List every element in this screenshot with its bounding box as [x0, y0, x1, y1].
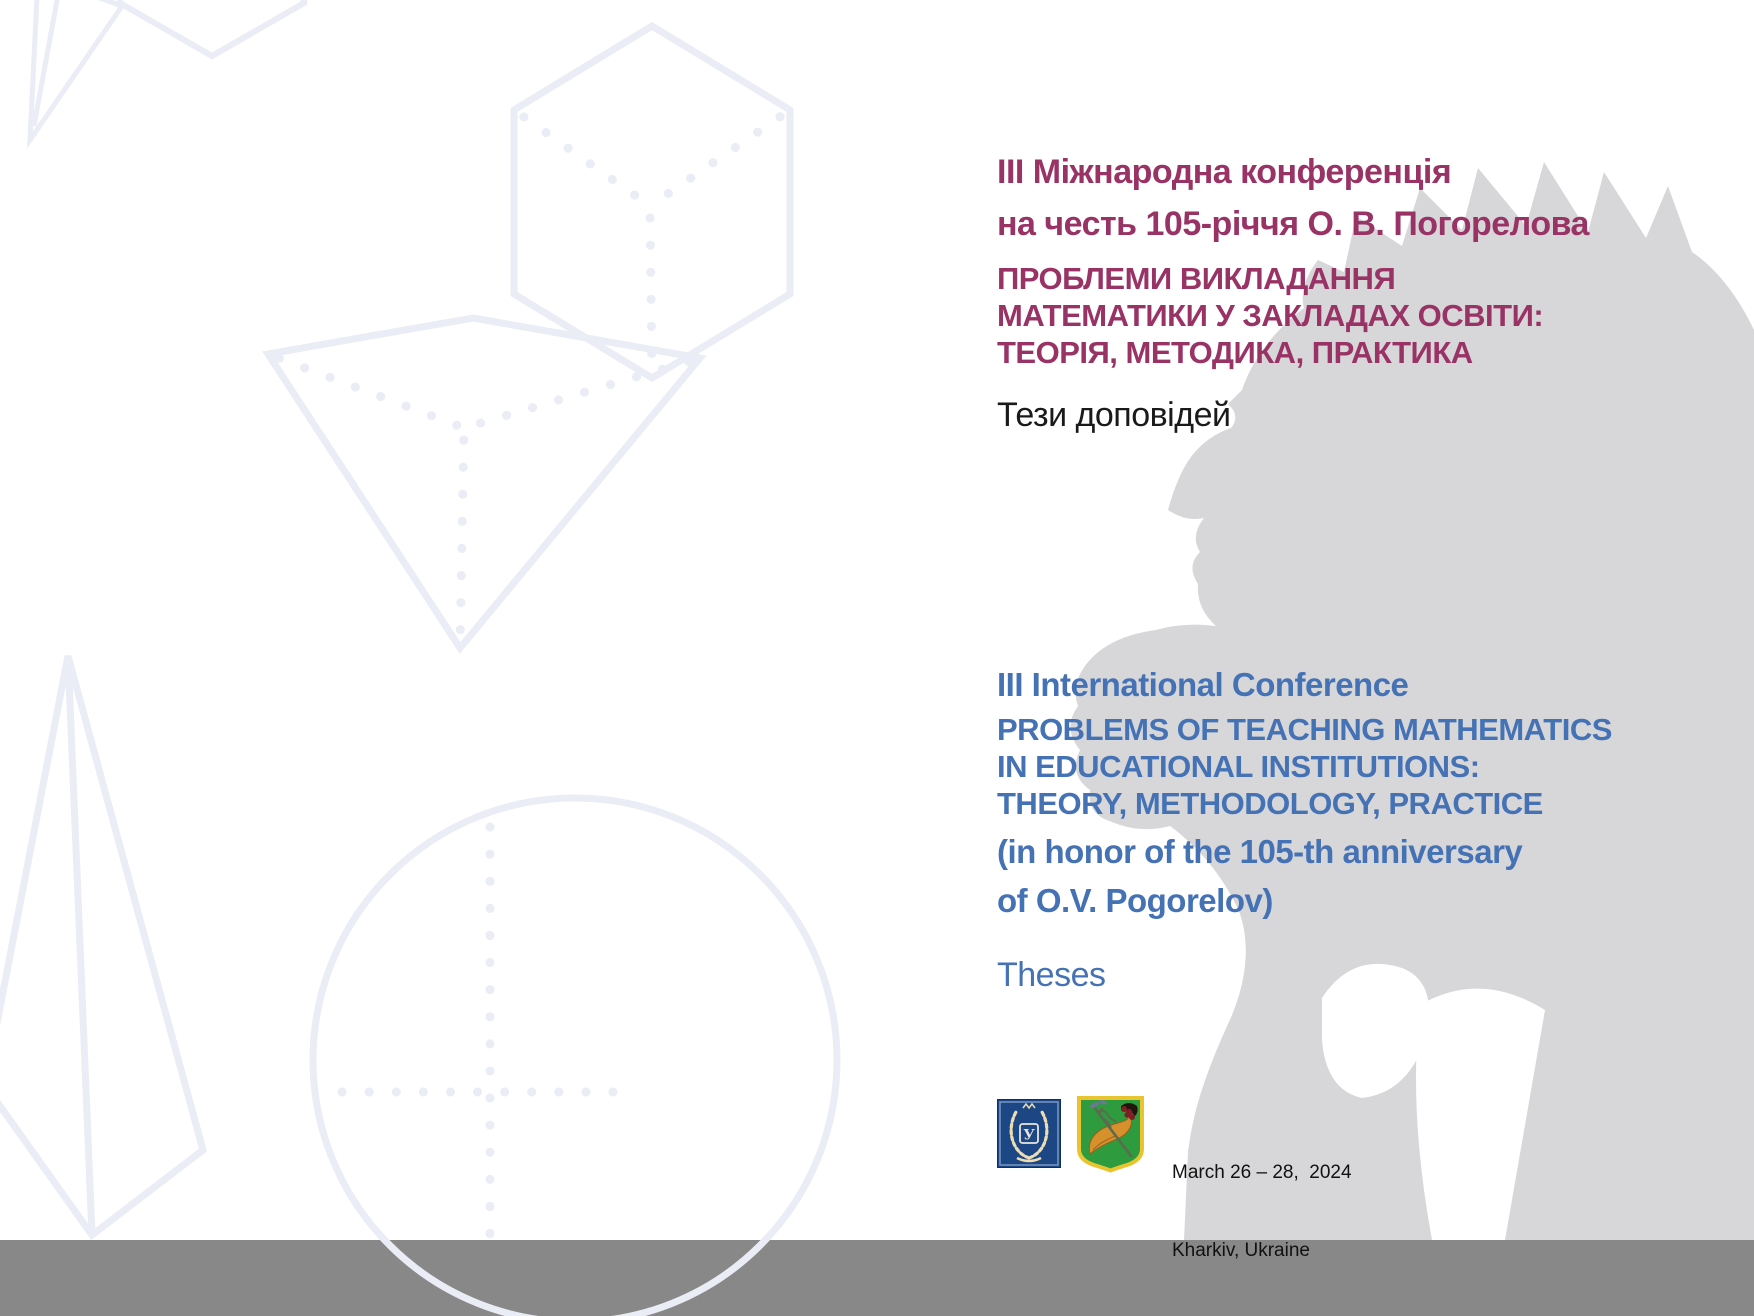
pyramid-outline-icon — [0, 656, 203, 1235]
university-emblem-logo — [997, 1099, 1061, 1168]
kharkiv-coat-of-arms-logo — [1077, 1096, 1144, 1172]
geometric-decor-group — [0, 0, 837, 1316]
event-location: Kharkiv, Ukraine — [1172, 1240, 1310, 1261]
subtitle-uk-theses: Тези доповідей — [997, 396, 1231, 434]
partial-hexagon-icon — [120, 0, 304, 56]
conference-title-uk-line2: на честь 105-річчя О. В. Погорелова — [997, 205, 1589, 243]
university-letter: У — [1023, 1127, 1035, 1144]
conference-topic-uk-line3: ТЕОРІЯ, МЕТОДИКА, ПРАКТИКА — [997, 335, 1473, 370]
event-date-location — [1172, 1108, 1352, 1316]
conference-topic-en-line1: PROBLEMS OF TEACHING MATHEMATICS — [997, 712, 1612, 747]
conference-topic-uk-line1: ПРОБЛЕМИ ВИКЛАДАННЯ — [997, 261, 1396, 296]
tetrahedron-hidden-edges — [268, 354, 700, 648]
honor-line2: of O.V. Pogorelov) — [997, 882, 1273, 919]
conference-topic-en-line2: IN EDUCATIONAL INSTITUTIONS: — [997, 749, 1480, 784]
sphere-axes-dots — [330, 815, 640, 1238]
conference-title-uk-line1: III Міжнародна конференція — [997, 153, 1452, 191]
conference-title-en-line1: III International Conference — [997, 666, 1409, 703]
honor-line1: (in honor of the 105-th anniversary — [997, 833, 1523, 870]
subtitle-en-theses: Theses — [997, 956, 1106, 994]
sphere-wireframe-icon — [313, 798, 837, 1316]
cube-hidden-edges — [514, 110, 790, 378]
event-date: March 26 – 28, 2024 — [1172, 1162, 1352, 1183]
conference-topic-en-line3: THEORY, METHODOLOGY, PRACTICE — [997, 786, 1543, 821]
conference-topic-uk-line2: МАТЕМАТИКИ У ЗАКЛАДАХ ОСВІТИ: — [997, 298, 1544, 333]
